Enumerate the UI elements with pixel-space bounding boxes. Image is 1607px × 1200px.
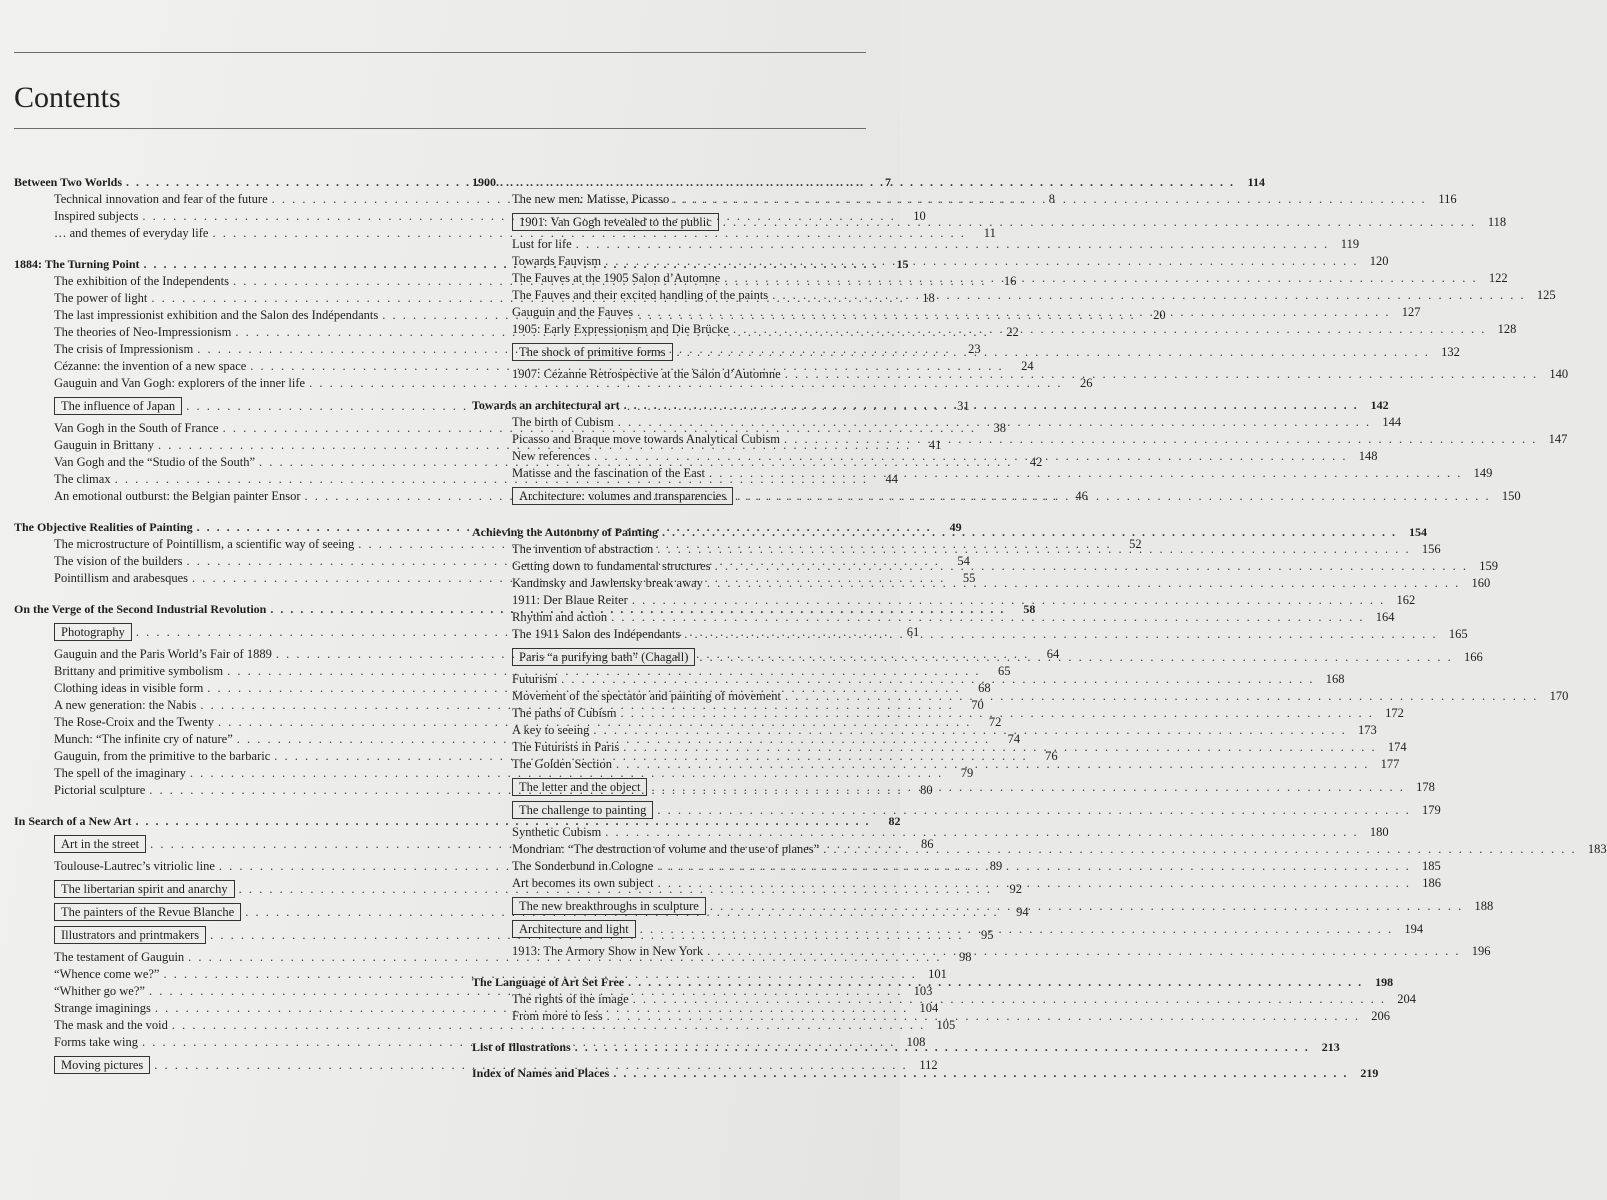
section-spacer bbox=[472, 1025, 888, 1039]
toc-page-number: 61 bbox=[906, 625, 920, 639]
toc-page-number: 206 bbox=[1371, 1009, 1390, 1023]
toc-entry-title: “Whence come we?” bbox=[54, 967, 160, 981]
toc-page-number: 186 bbox=[1422, 876, 1442, 890]
toc-entry-title: … and themes of everyday life bbox=[54, 226, 209, 240]
toc-page-number: 23 bbox=[968, 342, 981, 356]
dot-leader bbox=[658, 524, 1401, 541]
toc-page-number: 178 bbox=[1416, 780, 1435, 794]
toc-page-number: 142 bbox=[1370, 398, 1389, 412]
toc-page-number: 104 bbox=[919, 1001, 939, 1015]
toc-entry-title: Gauguin in Brittany bbox=[54, 438, 154, 452]
toc-entry-title: The Fauves at the 1905 Salon d’Automne bbox=[512, 271, 721, 285]
toc-entry-title: The Rose-Croix and the Twenty bbox=[54, 715, 214, 729]
dot-leader bbox=[695, 649, 1456, 666]
toc-page-number: 188 bbox=[1474, 899, 1494, 913]
toc-entry-title: The theories of Neo-Impressionism bbox=[54, 325, 232, 339]
toc-page-number: 49 bbox=[949, 520, 962, 534]
toc-page-number: 89 bbox=[989, 859, 1003, 873]
toc-page-number: 95 bbox=[981, 928, 994, 942]
toc-entry-title: The Fauves and their excited handling of the paints bbox=[512, 288, 769, 302]
toc-page-number: 94 bbox=[1016, 905, 1029, 919]
dot-leader bbox=[680, 626, 1441, 643]
toc-page-number: 70 bbox=[971, 698, 984, 712]
toc-page-number: 44 bbox=[885, 472, 898, 486]
toc-page-number: 127 bbox=[1401, 305, 1421, 319]
toc-page-number: 18 bbox=[922, 291, 935, 305]
toc-entry-title: The birth of Cubism bbox=[512, 415, 614, 429]
toc-entry-title: The vision of the builders bbox=[54, 554, 183, 568]
toc-entry-title: The power of light bbox=[54, 291, 148, 305]
toc-entry-title: Between Two Worlds bbox=[14, 175, 123, 189]
toc-entry-title: Gauguin and Van Gogh: explorers of the inner life bbox=[54, 376, 306, 390]
toc-entry-title: New references bbox=[512, 449, 591, 463]
toc-page-number: 108 bbox=[906, 1035, 926, 1049]
toc-entry-title: In Search of a New Art bbox=[14, 814, 132, 828]
toc-page-number: 185 bbox=[1421, 859, 1441, 873]
toc-entry-title: The exhibition of the Independents bbox=[54, 274, 229, 288]
toc-page-number: 132 bbox=[1441, 345, 1460, 359]
toc-page-number: 198 bbox=[1375, 975, 1394, 989]
toc-page-number: 196 bbox=[1471, 944, 1491, 958]
section-spacer bbox=[472, 383, 888, 397]
toc-entry-title: Gauguin and the Paris World’s Fair of 1889 bbox=[54, 647, 272, 661]
toc-page-number: 125 bbox=[1536, 288, 1556, 302]
toc-page-number: 20 bbox=[1153, 308, 1166, 322]
toc-entry-title: Matisse and the fascination of the East bbox=[512, 466, 705, 480]
dot-leader bbox=[703, 575, 1464, 592]
toc-entry-title: The influence of Japan bbox=[54, 397, 182, 415]
toc-entry-title: The invention of abstraction bbox=[512, 542, 654, 556]
toc-entry bbox=[14, 1017, 956, 1034]
dot-leader bbox=[705, 465, 1466, 482]
toc-page-number: 162 bbox=[1396, 593, 1416, 607]
dot-leader bbox=[673, 344, 1434, 361]
toc-entry-title: The shock of primitive forms bbox=[512, 343, 673, 361]
toc-page-number: 46 bbox=[1075, 489, 1088, 503]
toc-entry-title: Photography bbox=[54, 623, 132, 641]
dot-leader bbox=[603, 1008, 1364, 1025]
toc-page-number: 82 bbox=[888, 814, 901, 828]
toc-page-number: 213 bbox=[1321, 1040, 1340, 1054]
dot-leader bbox=[619, 739, 1380, 756]
toc-entry-title: The new breakthroughs in sculpture bbox=[512, 897, 706, 915]
toc-entry-title: Pictorial sculpture bbox=[54, 783, 146, 797]
toc-entry-title: The Sonderbund in Cologne bbox=[512, 859, 654, 873]
toc-page-number: 58 bbox=[1023, 602, 1036, 616]
section-spacer bbox=[14, 242, 434, 256]
dot-leader bbox=[711, 558, 1472, 575]
toc-entry-title: The painters of the Revue Blanche bbox=[54, 903, 241, 921]
toc-entry bbox=[14, 765, 974, 782]
dot-leader bbox=[819, 841, 1580, 858]
section-spacer bbox=[14, 587, 434, 601]
toc-entry-title: The letter and the object bbox=[512, 778, 647, 796]
toc-entry-title: Architecture and light bbox=[512, 920, 636, 938]
toc-entry-title: Towards an architectural art bbox=[472, 398, 620, 412]
toc-page-number: 68 bbox=[978, 681, 991, 695]
toc-entry-title: Movement of the spectator and painting of movement bbox=[512, 689, 782, 703]
toc-entry-title: Cézanne: the invention of a new space bbox=[54, 359, 247, 373]
toc-entry-title: The testament of Gauguin bbox=[54, 950, 185, 964]
toc-entry-title: Pointillism and arabesques bbox=[54, 571, 189, 585]
toc-section-heading bbox=[14, 813, 901, 830]
toc-entry bbox=[472, 824, 1389, 841]
toc-page-number: 194 bbox=[1404, 922, 1424, 936]
toc-page-number: 116 bbox=[1438, 192, 1457, 206]
toc-page-number: 98 bbox=[959, 950, 972, 964]
toc-entry-title: Van Gogh in the South of France bbox=[54, 421, 219, 435]
dot-leader bbox=[612, 756, 1373, 773]
toc-page-number: 122 bbox=[1488, 271, 1508, 285]
dot-leader bbox=[647, 779, 1408, 796]
toc-entry-title: 1884: The Turning Point bbox=[14, 257, 140, 271]
dot-leader bbox=[624, 974, 1367, 991]
toc-entry-title: An emotional outburst: the Belgian painter Ensor bbox=[54, 489, 301, 503]
toc-page-number: 172 bbox=[1385, 706, 1404, 720]
toc-page-number: 26 bbox=[1079, 376, 1093, 390]
toc-entry-title: The paths of Cubism bbox=[512, 706, 617, 720]
toc-page-number: 159 bbox=[1479, 559, 1498, 573]
toc-page-number: 165 bbox=[1448, 627, 1468, 641]
toc-entry-title: Rhythm and action bbox=[512, 610, 608, 624]
toc-page-number: 204 bbox=[1397, 992, 1417, 1006]
toc-page-number: 65 bbox=[997, 664, 1011, 678]
dot-leader bbox=[629, 991, 1390, 1008]
toc-entry-title: Towards Fauvism bbox=[512, 254, 602, 268]
toc-page-number: 54 bbox=[957, 554, 970, 568]
toc-entry-title: Forms take wing bbox=[54, 1035, 139, 1049]
toc-page-number: 101 bbox=[928, 967, 947, 981]
toc-entry-title: The libertarian spirit and anarchy bbox=[54, 880, 235, 898]
toc-entry-title: From more to less bbox=[512, 1009, 603, 1023]
dot-leader bbox=[781, 366, 1542, 383]
toc-entry-title: On the Verge of the Second Industrial Revolution bbox=[14, 602, 267, 616]
toc-entry-title: 1913: The Armory Show in New York bbox=[512, 944, 704, 958]
toc-entry-title: Index of Names and Places bbox=[472, 1066, 610, 1080]
toc-entry-title: Inspired subjects bbox=[54, 209, 139, 223]
dot-leader bbox=[653, 858, 1414, 875]
toc-entry-title: The Golden Section bbox=[512, 757, 612, 771]
toc-page-number: 150 bbox=[1501, 489, 1521, 503]
toc-page-number: 112 bbox=[919, 1058, 938, 1072]
dot-leader bbox=[733, 488, 1494, 505]
toc-page-number: 15 bbox=[896, 257, 909, 271]
section-spacer bbox=[14, 799, 434, 813]
toc-entry-title: 1911: Der Blaue Reiter bbox=[512, 593, 628, 607]
toc-page-number: 174 bbox=[1387, 740, 1407, 754]
toc-page-number: 156 bbox=[1421, 542, 1441, 556]
toc-page-number: 72 bbox=[988, 715, 1002, 729]
toc-entry-title: The crisis of Impressionism bbox=[54, 342, 194, 356]
toc-entry-title: The microstructure of Pointillism, a scientific way of seeing bbox=[54, 537, 355, 551]
toc-page-number: 52 bbox=[1129, 537, 1142, 551]
dot-leader bbox=[703, 943, 1464, 960]
dot-leader bbox=[601, 253, 1362, 270]
dot-leader bbox=[706, 898, 1467, 915]
toc-page-number: 11 bbox=[983, 226, 996, 240]
toc-entry-title: 1900 bbox=[472, 175, 496, 189]
toc-page-number: 103 bbox=[913, 984, 933, 998]
toc-page-number: 92 bbox=[1009, 882, 1022, 896]
dot-leader bbox=[607, 609, 1368, 626]
toc-entry-title: The new men: Matisse, Picasso bbox=[512, 192, 670, 206]
dot-leader bbox=[653, 541, 1414, 558]
dot-leader bbox=[614, 414, 1375, 431]
toc-page-number: 119 bbox=[1340, 237, 1360, 251]
toc-page-number: 114 bbox=[1247, 175, 1265, 189]
toc-entry-title: Munch: “The infinite cry of nature” bbox=[54, 732, 233, 746]
dot-leader bbox=[609, 1065, 1352, 1082]
toc-page-number: 177 bbox=[1380, 757, 1400, 771]
dot-leader bbox=[572, 236, 1333, 253]
toc-entry-title: Technical innovation and fear of the future bbox=[54, 192, 268, 206]
section-spacer bbox=[472, 960, 888, 974]
toc-page-number: 7 bbox=[885, 175, 892, 189]
dot-leader bbox=[780, 431, 1541, 448]
toc-page-number: 120 bbox=[1369, 254, 1389, 268]
dot-leader bbox=[768, 287, 1529, 304]
toc-entry-title: The last impressionist exhibition and the Salon des Indépendants bbox=[54, 308, 379, 322]
toc-entry-title: 1901: Van Gogh revealed to the public bbox=[512, 213, 719, 231]
toc-entry bbox=[14, 225, 996, 242]
toc-entry-title: Strange imaginings bbox=[54, 1001, 151, 1015]
dot-leader bbox=[636, 921, 1397, 938]
toc-entry-title: Achieving the Autonomy of Painting bbox=[472, 525, 659, 539]
toc-page-number: 183 bbox=[1587, 842, 1607, 856]
toc-page-number: 80 bbox=[920, 783, 933, 797]
dot-leader bbox=[571, 1039, 1314, 1056]
dot-leader bbox=[496, 174, 1239, 191]
toc-page-number: 24 bbox=[1021, 359, 1034, 373]
toc-entry-title: Synthetic Cubism bbox=[512, 825, 602, 839]
toc-page-number: 79 bbox=[960, 766, 974, 780]
toc-page-number: 219 bbox=[1360, 1066, 1379, 1080]
toc-section-heading bbox=[472, 174, 1265, 191]
toc-page-number: 180 bbox=[1369, 825, 1389, 839]
toc-entry-title: Getting down to fundamental structures bbox=[512, 559, 711, 573]
toc-entry-title: The challenge to painting bbox=[512, 801, 653, 819]
toc-entry-title: Van Gogh and the “Studio of the South” bbox=[54, 455, 256, 469]
toc-entry-title: Picasso and Braque move towards Analytical Cubism bbox=[512, 432, 781, 446]
toc-page-number: 154 bbox=[1409, 525, 1428, 539]
dot-leader bbox=[653, 802, 1414, 819]
dot-leader bbox=[633, 304, 1394, 321]
toc-boxed-entry bbox=[472, 801, 1441, 819]
toc-page-number: 55 bbox=[962, 571, 976, 585]
toc-page-number: 76 bbox=[1045, 749, 1058, 763]
toc-entry-title: 1905: Early Expressionism and Die Brücke bbox=[512, 322, 729, 336]
toc-page-number: 149 bbox=[1473, 466, 1493, 480]
toc-page-number: 41 bbox=[928, 438, 942, 452]
toc-entry bbox=[472, 236, 1360, 253]
toc-page-number: 74 bbox=[1007, 732, 1021, 746]
page-title: Contents bbox=[14, 81, 121, 114]
toc-page-number: 164 bbox=[1375, 610, 1395, 624]
toc-page-number: 168 bbox=[1325, 672, 1345, 686]
toc-page-number: 16 bbox=[1003, 274, 1017, 288]
toc-entry-title: Mondrian: “The destruction of volume and the use of planes” bbox=[512, 842, 820, 856]
dot-leader bbox=[617, 705, 1378, 722]
toc-entry-title: Lust for life bbox=[512, 237, 572, 251]
dot-leader bbox=[719, 214, 1480, 231]
toc-page-number: 42 bbox=[1029, 455, 1043, 469]
toc-page-number: 166 bbox=[1464, 650, 1483, 664]
toc-entry-title: Kandinsky and Jawlensky break away bbox=[512, 576, 703, 590]
section-spacer bbox=[14, 505, 434, 519]
toc-entry-title: The Language of Art Set Free bbox=[472, 975, 625, 989]
toc-page-number: 173 bbox=[1358, 723, 1377, 737]
toc-entry-title: The Objective Realities of Painting bbox=[14, 520, 193, 534]
section-spacer bbox=[472, 1056, 888, 1065]
toc-page-number: 38 bbox=[993, 421, 1006, 435]
toc-entry-title: Art becomes its own subject bbox=[512, 876, 654, 890]
toc-entry-title: Clothing ideas in visible form bbox=[54, 681, 204, 695]
toc-page-number: 160 bbox=[1471, 576, 1491, 590]
toc-page-number: 22 bbox=[1006, 325, 1019, 339]
toc-page-number: 31 bbox=[957, 399, 970, 413]
toc-page-number: 105 bbox=[936, 1018, 956, 1032]
toc-entry-title: Art in the street bbox=[54, 835, 146, 853]
toc-entry-title: The mask and the void bbox=[54, 1018, 168, 1032]
toc-entry-title: Paris “a purifying bath” (Chagall) bbox=[512, 648, 695, 666]
title-rule bbox=[14, 128, 866, 129]
toc-entry-title: “Whither go we?” bbox=[54, 984, 145, 998]
toc-entry-title: Moving pictures bbox=[54, 1056, 150, 1074]
toc-entry-title: The rights of the image bbox=[512, 992, 629, 1006]
toc-entry bbox=[14, 375, 1093, 392]
toc-page-number: 8 bbox=[1048, 192, 1055, 206]
toc-page-number: 118 bbox=[1487, 215, 1507, 229]
toc-page-number: 147 bbox=[1548, 432, 1568, 446]
section-spacer bbox=[472, 510, 888, 524]
toc-entry-title: Illustrators and printmakers bbox=[54, 926, 206, 944]
toc-entry-title: The Futurists in Paris bbox=[512, 740, 620, 754]
dot-leader bbox=[781, 688, 1542, 705]
dot-leader bbox=[601, 824, 1362, 841]
dot-leader bbox=[669, 191, 1430, 208]
toc-entry bbox=[472, 191, 1457, 208]
toc-page-number: 86 bbox=[920, 837, 934, 851]
dot-leader bbox=[654, 875, 1415, 892]
toc-page-number: 170 bbox=[1549, 689, 1569, 703]
toc-entry-title: Architecture: volumes and transparencies bbox=[512, 487, 733, 505]
toc-entry-title: Gauguin, from the primitive to the barbaric bbox=[54, 749, 271, 763]
dot-leader bbox=[720, 270, 1481, 287]
top-rule bbox=[14, 52, 866, 53]
toc-entry-title: Toulouse-Lautrec’s vitriolic line bbox=[54, 859, 215, 873]
toc-entry-title: The 1911 Salon des Indépendants bbox=[512, 627, 681, 641]
dot-leader bbox=[729, 321, 1490, 338]
toc-entry-title: 1907: Cézanne Retrospective at the Salon d’Automne bbox=[512, 367, 781, 381]
toc-entry-title: Futurism bbox=[512, 672, 558, 686]
dot-leader bbox=[589, 722, 1350, 739]
toc-entry-title: A key to seeing bbox=[512, 723, 590, 737]
toc-entry-title: List of Illustrations bbox=[472, 1040, 571, 1054]
toc-page-number: 10 bbox=[913, 209, 926, 223]
toc-page-number: 148 bbox=[1358, 449, 1378, 463]
toc-entry-title: The spell of the imaginary bbox=[54, 766, 186, 780]
toc-page-number: 140 bbox=[1549, 367, 1569, 381]
toc-page-number: 144 bbox=[1382, 415, 1402, 429]
toc-page-number: 179 bbox=[1422, 803, 1441, 817]
dot-leader bbox=[557, 671, 1318, 688]
toc-entry-title: The climax bbox=[54, 472, 111, 486]
toc-page-number: 128 bbox=[1497, 322, 1517, 336]
toc-entry-title: Brittany and primitive symbolism bbox=[54, 664, 224, 678]
toc-entry-title: A new generation: the Nabis bbox=[54, 698, 197, 712]
dot-leader bbox=[620, 397, 1363, 414]
toc-entry-title: Gauguin and the Fauves bbox=[512, 305, 634, 319]
dot-leader bbox=[628, 592, 1389, 609]
toc-page-number: 64 bbox=[1046, 647, 1060, 661]
dot-leader bbox=[590, 448, 1351, 465]
